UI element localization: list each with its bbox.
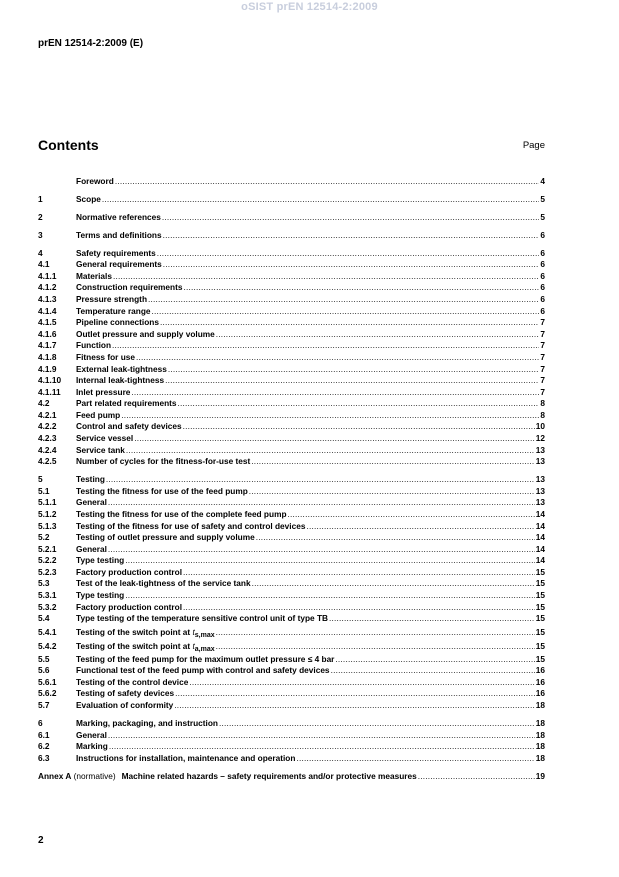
- toc-entry-number: 3: [38, 229, 43, 240]
- toc-entry-number: 4.1.4: [38, 305, 57, 316]
- toc-entry-number: 4.2: [38, 398, 50, 409]
- dot-leader: [131, 387, 539, 399]
- toc-entry[interactable]: [38, 590, 545, 602]
- toc-entry-number: 4.1.5: [38, 317, 57, 328]
- toc-entry[interactable]: [38, 555, 545, 567]
- dot-leader: [162, 212, 540, 224]
- dot-leader: [157, 248, 540, 260]
- dot-leader: [168, 364, 540, 376]
- toc-entry[interactable]: [38, 639, 545, 653]
- dot-leader: [109, 741, 535, 753]
- toc-entry-title: General: [76, 729, 107, 740]
- toc-entry-title: Instructions for installation, maintenance and operation: [76, 752, 296, 763]
- toc-entry-page: 14: [535, 508, 545, 519]
- dot-leader: [252, 578, 535, 590]
- toc-entry-title: Scope: [76, 193, 101, 204]
- toc-entry-page: 6: [540, 247, 545, 258]
- toc-entry-title: Testing of safety devices: [76, 688, 175, 699]
- toc-entry-page: 15: [535, 641, 545, 652]
- toc-entry-number: 4.1.6: [38, 328, 57, 339]
- toc-entry-number: 4.1.2: [38, 282, 57, 293]
- dot-leader: [216, 625, 535, 639]
- toc-entry-page: 6: [540, 282, 545, 293]
- toc-entry-title: Pipeline connections: [76, 317, 159, 328]
- dot-leader: [329, 613, 535, 625]
- toc-entry-page: 7: [540, 375, 545, 386]
- toc-entry-number: 5.5: [38, 653, 50, 664]
- dot-leader: [296, 753, 534, 765]
- page-number: 2: [38, 835, 44, 846]
- toc-entry-title: Evaluation of conformity: [76, 700, 174, 711]
- toc-entry-page: 18: [535, 717, 545, 728]
- toc-entry-page: 18: [535, 729, 545, 740]
- toc-entry[interactable]: [38, 421, 545, 433]
- toc-entry-number: 5.4.1: [38, 626, 57, 637]
- toc-entry-page: 15: [535, 566, 545, 577]
- toc-entry-number: 5.4: [38, 613, 50, 624]
- toc-entry-title: Fitness for use: [76, 351, 136, 362]
- toc-entry-page: 14: [535, 543, 545, 554]
- toc-entry-annex-label: Annex A (normative): [38, 770, 116, 781]
- toc-entry-number: 5.1: [38, 485, 50, 496]
- contents-title: Contents: [38, 137, 99, 153]
- dot-leader: [183, 602, 535, 614]
- toc-entry-title: Testing the fitness for use of the feed pump: [76, 485, 248, 496]
- toc-entry-title: Service vessel: [76, 433, 134, 444]
- toc-entry-page: 6: [540, 229, 545, 240]
- dot-leader: [113, 271, 539, 283]
- toc-entry-annex-a[interactable]: [38, 771, 545, 783]
- toc-entry[interactable]: [38, 486, 545, 498]
- toc-entry[interactable]: [38, 741, 545, 753]
- toc-entry[interactable]: [38, 730, 545, 742]
- toc-entry-number: 5.2.1: [38, 543, 57, 554]
- toc-entry-page: 15: [535, 578, 545, 589]
- toc-entry-title: Type testing: [76, 590, 125, 601]
- toc-entry-page: 13: [535, 485, 545, 496]
- toc-entry-title: Service tank: [76, 444, 125, 455]
- toc-entry[interactable]: [38, 364, 545, 376]
- toc-entry-number: 4.1.3: [38, 293, 57, 304]
- toc-entry-page: 13: [535, 456, 545, 467]
- toc-entry-page: 4: [540, 176, 545, 186]
- toc-entry-number: 5.6.2: [38, 688, 57, 699]
- toc-entry-page: 14: [535, 532, 545, 543]
- toc-entry-title: Feed pump: [76, 409, 121, 420]
- dot-leader: [306, 521, 534, 533]
- toc-entry-number: 6.1: [38, 729, 50, 740]
- watermark: oSIST prEN 12514-2:2009: [241, 1, 378, 13]
- toc-entry-number: 6: [38, 717, 43, 728]
- toc-entry-page: 8: [540, 398, 545, 409]
- toc-entry-title: Testing: [76, 474, 105, 485]
- toc-entry-title: Part related requirements: [76, 398, 177, 409]
- dot-leader: [121, 410, 539, 422]
- dot-leader: [148, 294, 539, 306]
- dot-leader: [108, 544, 535, 556]
- dot-leader: [115, 176, 540, 188]
- toc-entry[interactable]: [38, 521, 545, 533]
- toc-entry-title: Testing of the switch point at $t_{s,max}$: [76, 626, 215, 639]
- toc-entry-number: 4.2.4: [38, 444, 57, 455]
- toc-entry-number: 4.2.2: [38, 421, 57, 432]
- dot-leader: [165, 375, 539, 387]
- toc-entry-page: 15: [535, 626, 545, 637]
- toc-entry-page: 7: [540, 351, 545, 362]
- toc-entry-title: Materials: [76, 270, 112, 281]
- toc-entry-number: 4: [38, 247, 43, 258]
- toc-entry-title: General requirements: [76, 259, 162, 270]
- toc-entry-page: 16: [535, 665, 545, 676]
- dot-leader: [183, 421, 535, 433]
- toc-entry-page: 13: [535, 474, 545, 485]
- toc-entry-title: Terms and definitions: [76, 229, 162, 240]
- toc-entry-page: 7: [540, 328, 545, 339]
- toc-entry[interactable]: [38, 329, 545, 341]
- dot-leader: [134, 433, 535, 445]
- toc-entry[interactable]: [38, 532, 545, 544]
- toc-entry[interactable]: [38, 753, 545, 765]
- toc-entry-page: 13: [535, 497, 545, 508]
- toc-entry-number: 5.1.1: [38, 497, 57, 508]
- toc-entry-title: Machine related hazards – safety requirements and/or protective measures: [121, 770, 417, 781]
- toc-entry-title: Factory production control: [76, 601, 183, 612]
- dot-leader: [125, 590, 535, 602]
- toc-entry-page: 16: [535, 676, 545, 687]
- toc-entry-page: 5: [540, 193, 545, 204]
- toc-entry-number: 4.1.9: [38, 363, 57, 374]
- dot-leader: [106, 474, 535, 486]
- toc-entry-title: Marking: [76, 741, 108, 752]
- toc-entry-title: Foreword: [76, 176, 114, 186]
- toc-entry-number: 2: [38, 211, 43, 222]
- toc-entry-number: 4.2.5: [38, 456, 57, 467]
- toc-entry-title: Testing of the switch point at $t_{a,max}$: [76, 641, 215, 654]
- toc-entry[interactable]: [38, 445, 545, 457]
- toc-entry-title: Number of cycles for the fitness-for-use test: [76, 456, 251, 467]
- toc-entry[interactable]: [38, 544, 545, 556]
- toc-entry[interactable]: [38, 456, 545, 468]
- toc-entry-number: 5.6.1: [38, 676, 57, 687]
- toc-entry[interactable]: [38, 509, 545, 521]
- toc-entry-page: 6: [540, 270, 545, 281]
- toc-entry-number: 5.3: [38, 578, 50, 589]
- toc-entry[interactable]: [38, 259, 545, 271]
- dot-leader: [335, 654, 534, 666]
- toc-entry-page: 16: [535, 688, 545, 699]
- toc-entry-number: 5.3.2: [38, 601, 57, 612]
- toc-entry-title: Control and safety devices: [76, 421, 182, 432]
- dot-leader: [163, 259, 540, 271]
- toc-entry-title: General: [76, 497, 107, 508]
- toc-entry[interactable]: [38, 352, 545, 364]
- toc-entry-page: 12: [535, 433, 545, 444]
- dot-leader: [102, 194, 539, 206]
- toc-entry-title: General: [76, 543, 107, 554]
- toc-entry-title: Function: [76, 340, 112, 351]
- toc-entry-title: Type testing of the temperature sensitive control unit of type TB: [76, 613, 329, 624]
- dot-leader: [216, 329, 540, 341]
- toc-entry-title: Internal leak-tightness: [76, 375, 165, 386]
- toc-entry-page: 18: [535, 741, 545, 752]
- toc-entry-page: 5: [540, 211, 545, 222]
- toc-entry-number: 5.2: [38, 532, 50, 543]
- toc-entry-number: 5.1.3: [38, 520, 57, 531]
- toc-entry[interactable]: [38, 294, 545, 306]
- toc-entry-title: Marking, packaging, and instruction: [76, 717, 218, 728]
- toc-entry-number: 1: [38, 193, 43, 204]
- toc-entry-number: 5.6: [38, 665, 50, 676]
- math-subscript: s,max: [194, 631, 215, 639]
- toc-entry-page: 18: [535, 752, 545, 763]
- dot-leader: [175, 688, 535, 700]
- toc-entry[interactable]: [38, 282, 545, 294]
- dot-leader: [108, 497, 535, 509]
- toc-entry-page: 10: [535, 421, 545, 432]
- toc-entry-page: 6: [540, 259, 545, 270]
- toc-entry-title: Normative references: [76, 211, 161, 222]
- math-variable: t: [192, 641, 195, 652]
- toc-entry-title: Factory production control: [76, 566, 183, 577]
- toc-entry-number: 6.3: [38, 752, 50, 763]
- toc-entry-title: Testing of the control device: [76, 676, 189, 687]
- toc-entry-title: Type testing: [76, 555, 125, 566]
- toc-entry[interactable]: [38, 176, 545, 188]
- toc-entry-title: Outlet pressure and supply volume: [76, 328, 215, 339]
- toc-entry-page: 15: [535, 613, 545, 624]
- toc-entry-page: 15: [535, 601, 545, 612]
- toc-entry-number: 6.2: [38, 741, 50, 752]
- dot-leader: [249, 486, 535, 498]
- dot-leader: [174, 700, 535, 712]
- toc-entry[interactable]: [38, 398, 545, 410]
- dot-leader: [163, 230, 540, 242]
- toc-entry[interactable]: [38, 194, 545, 206]
- toc-entry[interactable]: [38, 602, 545, 614]
- document-id: prEN 12514-2:2009 (E): [38, 38, 144, 49]
- toc-entry-number: 4.1.8: [38, 351, 57, 362]
- toc-entry-number: 4.1.1: [38, 270, 57, 281]
- toc-entry[interactable]: [38, 718, 545, 730]
- toc-entry[interactable]: [38, 375, 545, 387]
- dot-leader: [251, 456, 534, 468]
- toc-entry[interactable]: [38, 433, 545, 445]
- toc-entry-page: 7: [540, 317, 545, 328]
- math-variable: t: [192, 626, 195, 637]
- dot-leader: [178, 398, 540, 410]
- toc-entry[interactable]: [38, 700, 545, 712]
- table-of-contents: [38, 176, 545, 782]
- toc-entry-number: 4.1.11: [38, 386, 61, 397]
- toc-entry[interactable]: [38, 688, 545, 700]
- toc-entry-number: 4.2.3: [38, 433, 57, 444]
- toc-entry-number: 5.3.1: [38, 590, 57, 601]
- toc-entry-number: 4.1: [38, 259, 50, 270]
- toc-entry[interactable]: [38, 625, 545, 639]
- toc-entry-title: Pressure strength: [76, 293, 148, 304]
- toc-entry-title: External leak-tightness: [76, 363, 167, 374]
- toc-entry[interactable]: [38, 248, 545, 260]
- dot-leader: [112, 340, 539, 352]
- toc-entry[interactable]: [38, 387, 545, 399]
- toc-entry-page: 14: [535, 520, 545, 531]
- toc-entry-number: 5.4.2: [38, 641, 57, 652]
- toc-entry-number: 5.2.2: [38, 555, 57, 566]
- dot-leader: [216, 639, 535, 653]
- dot-leader: [152, 306, 540, 318]
- toc-entry-number: 4.1.7: [38, 340, 57, 351]
- toc-entry-page: 7: [540, 340, 545, 351]
- dot-leader: [331, 665, 535, 677]
- toc-entry-number: 5.1.2: [38, 508, 57, 519]
- toc-entry-title: Functional test of the feed pump with control and safety devices: [76, 665, 330, 676]
- dot-leader: [288, 509, 535, 521]
- dot-leader: [219, 718, 535, 730]
- toc-entry[interactable]: [38, 212, 545, 224]
- toc-entry[interactable]: [38, 497, 545, 509]
- toc-entry-page: 15: [535, 653, 545, 664]
- toc-entry-title: Safety requirements: [76, 247, 156, 258]
- toc-entry-page: 7: [540, 386, 545, 397]
- toc-entry[interactable]: [38, 271, 545, 283]
- toc-entry[interactable]: [38, 317, 545, 329]
- toc-entry-title: Testing of the fitness for use of safety and control devices: [76, 520, 306, 531]
- toc-entry-title: Temperature range: [76, 305, 151, 316]
- toc-entry-page: 15: [535, 590, 545, 601]
- dot-leader: [184, 282, 540, 294]
- toc-entry[interactable]: [38, 567, 545, 579]
- toc-entry-page: 19: [535, 770, 545, 781]
- toc-entry[interactable]: [38, 677, 545, 689]
- toc-entry[interactable]: [38, 474, 545, 486]
- dot-leader: [136, 352, 539, 364]
- toc-entry-page: 18: [535, 700, 545, 711]
- toc-entry-title: Construction requirements: [76, 282, 183, 293]
- dot-leader: [183, 567, 535, 579]
- dot-leader: [160, 317, 539, 329]
- toc-entry-number: 5: [38, 474, 43, 485]
- toc-entry-title: Inlet pressure: [76, 386, 131, 397]
- toc-entry-page: 7: [540, 363, 545, 374]
- page-column-label: Page: [522, 140, 545, 151]
- math-subscript: a,max: [194, 646, 215, 654]
- toc-entry-title: Testing the fitness for use of the complete feed pump: [76, 508, 287, 519]
- dot-leader: [189, 677, 534, 689]
- dot-leader: [125, 555, 535, 567]
- toc-entry-title: Test of the leak-tightness of the service tank: [76, 578, 251, 589]
- toc-entry-number: 5.7: [38, 700, 50, 711]
- toc-entry[interactable]: [38, 654, 545, 666]
- toc-entry-page: 6: [540, 293, 545, 304]
- toc-entry[interactable]: [38, 665, 545, 677]
- toc-entry-page: 8: [540, 409, 545, 420]
- toc-entry-page: 6: [540, 305, 545, 316]
- toc-entry-page: 14: [535, 555, 545, 566]
- toc-entry-number: 4.2.1: [38, 409, 57, 420]
- toc-entry[interactable]: [38, 340, 545, 352]
- dot-leader: [418, 771, 535, 783]
- dot-leader: [126, 445, 535, 457]
- toc-entry-number: 5.2.3: [38, 566, 57, 577]
- toc-entry[interactable]: [38, 613, 545, 625]
- toc-entry-page: 13: [535, 444, 545, 455]
- dot-leader: [256, 532, 535, 544]
- toc-entry[interactable]: [38, 306, 545, 318]
- toc-entry-title: Testing of the feed pump for the maximum outlet pressure ≤ 4 bar: [76, 653, 335, 664]
- toc-entry-title: Testing of outlet pressure and supply volume: [76, 532, 255, 543]
- toc-entry-number: 4.1.10: [38, 375, 62, 386]
- dot-leader: [108, 730, 535, 742]
- toc-entry[interactable]: [38, 410, 545, 422]
- toc-entry[interactable]: [38, 230, 545, 242]
- toc-entry[interactable]: [38, 578, 545, 590]
